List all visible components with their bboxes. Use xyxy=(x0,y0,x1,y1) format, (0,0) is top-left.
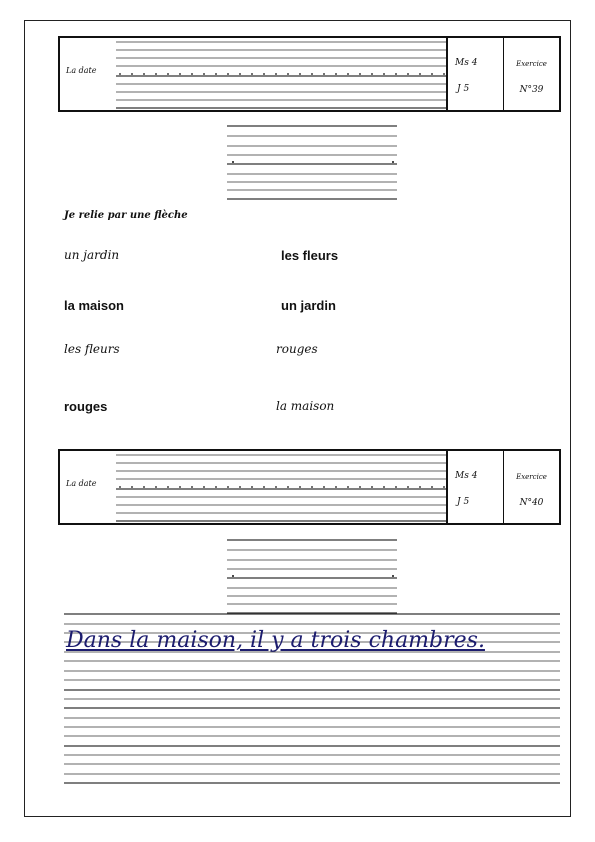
left-word-2: la maison xyxy=(64,298,124,313)
right-word-3: rouges xyxy=(276,342,318,356)
date-writing-lines xyxy=(116,38,446,110)
left-word-3: les fleurs xyxy=(64,342,120,356)
ms-label: Ms 4 xyxy=(455,58,478,68)
right-word-2: un jardin xyxy=(281,298,336,313)
exercise-40-header xyxy=(58,449,561,525)
exercice-label: Exercice xyxy=(516,60,547,68)
j-label: J 5 xyxy=(457,497,470,507)
instruction: Je relie par une flèche xyxy=(64,210,188,221)
right-word-4: la maison xyxy=(276,399,335,413)
title-writing-lines xyxy=(227,538,397,614)
right-word-1: les fleurs xyxy=(281,248,339,263)
left-word-4: rouges xyxy=(64,399,108,414)
exercice-label: Exercice xyxy=(516,473,547,481)
left-word-1: un jardin xyxy=(64,248,120,262)
level-cell xyxy=(446,451,504,523)
exercise-number-cell xyxy=(504,38,559,110)
exercice-number: N°40 xyxy=(519,498,544,508)
title-writing-lines xyxy=(227,124,397,200)
exercice-number: N°39 xyxy=(519,85,544,95)
exercise-39-header xyxy=(58,36,561,112)
exercise-number-cell xyxy=(504,451,559,523)
date-label: La date xyxy=(66,479,97,488)
level-cell xyxy=(446,38,504,110)
j-label: J 5 xyxy=(457,84,470,94)
date-label: La date xyxy=(66,66,97,75)
ms-label: Ms 4 xyxy=(455,471,478,481)
date-writing-lines xyxy=(116,451,446,523)
model-sentence: Dans la maison, il y a trois chambres. xyxy=(66,628,485,653)
